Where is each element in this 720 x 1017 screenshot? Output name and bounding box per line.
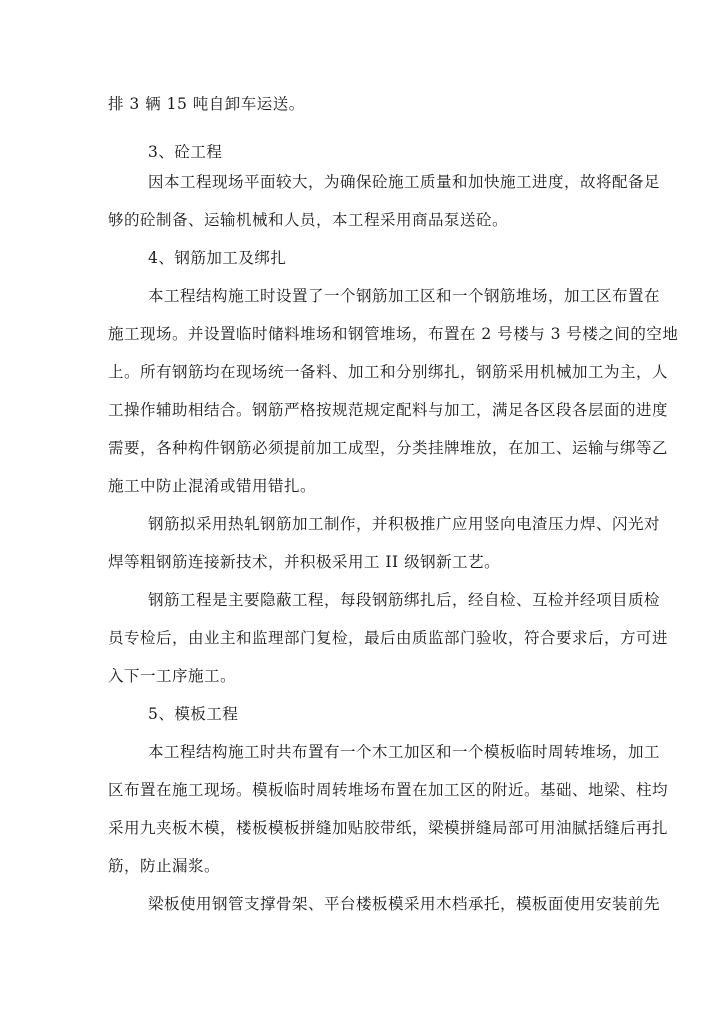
text-line: 够的砼制备、运输机械和人员，本工程采用商品泵送砼。 <box>108 211 509 229</box>
text-line: 需要，各种构件钢筋必须提前加工成型，分类挂牌堆放，在加工、运输与绑等乙 <box>108 439 669 457</box>
text-line: 入下一工序施工。 <box>108 667 237 685</box>
text-line: 员专检后，由业主和监理部门复检，最后由质监部门验收，符合要求后，方可进 <box>108 629 669 647</box>
text-line: 梁板使用钢管支撑骨架、平台楼板模采用木档承托，模板面使用安装前先 <box>148 895 661 913</box>
text-line-continuation: 排 3 辆 15 吨自卸车运送。 <box>108 95 305 113</box>
text-line: 区布置在施工现场。模板临时周转堆场布置在加工区的附近。基础、地梁、柱均 <box>108 781 669 799</box>
section-heading-rebar: 4、钢筋加工及绑扎 <box>148 249 287 267</box>
text-line: 筋，防止漏浆。 <box>108 857 221 875</box>
text-line: 焊等粗钢筋连接新技术，并积极采用工 II 级钢新工艺。 <box>108 553 501 571</box>
text-line: 工操作辅助相结合。钢筋严格按规范规定配料与加工，满足各区段各层面的进度 <box>108 401 669 419</box>
section-heading-concrete: 3、砼工程 <box>148 143 223 161</box>
text-line: 钢筋工程是主要隐蔽工程，每段钢筋绑扎后，经自检、互检并经项目质检 <box>148 591 661 609</box>
text-line: 本工程结构施工时设置了一个钢筋加工区和一个钢筋堆场，加工区布置在 <box>148 287 661 305</box>
text-line: 因本工程现场平面较大，为确保砼施工质量和加快施工进度，故将配备足 <box>148 173 661 191</box>
text-line: 本工程结构施工时共布置有一个木工加区和一个模板临时周转堆场，加工 <box>148 743 661 761</box>
text-line: 采用九夹板木模，楼板模板拼缝加贴胶带纸，梁模拼缝局部可用油腻括缝后再扎 <box>108 819 669 837</box>
text-line: 施工中防止混淆或错用错扎。 <box>108 477 317 495</box>
text-line: 施工现场。并设置临时储料堆场和钢管堆场，布置在 2 号楼与 3 号楼之间的空地 <box>108 325 679 343</box>
section-heading-formwork: 5、模板工程 <box>148 705 239 723</box>
text-line: 上。所有钢筋均在现场统一备料、加工和分别绑扎，钢筋采用机械加工为主，人 <box>108 363 669 381</box>
text-line: 钢筋拟采用热轧钢筋加工制作，并积极推广应用竖向电渣压力焊、闪光对 <box>148 515 661 533</box>
